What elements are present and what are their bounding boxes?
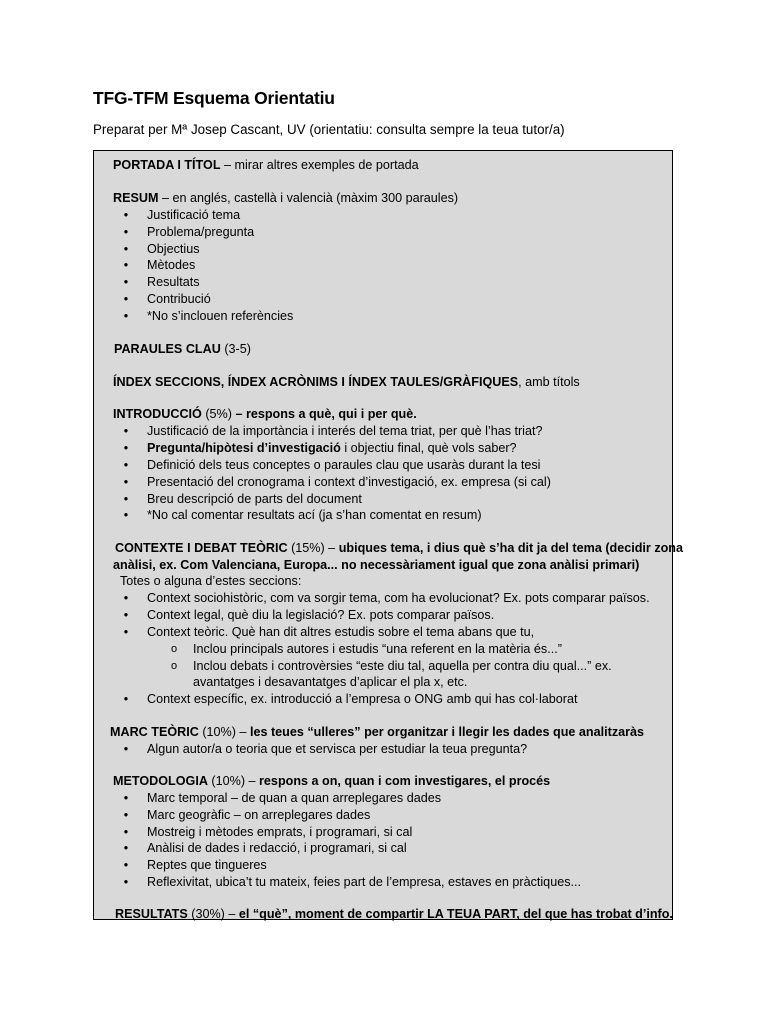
list-item-text: Problema/pregunta	[147, 225, 255, 239]
metodologia-summary: respons a on, quan i com investigares, el procés	[259, 774, 551, 788]
metodologia-label: METODOLOGIA	[113, 774, 208, 788]
paraules-label: PARAULES CLAU	[114, 342, 221, 356]
metodologia-percent: (10%) –	[207, 774, 260, 788]
bullet: •	[123, 825, 129, 839]
list-item-bold: Pregunta/hipòtesi d’investigació	[147, 441, 341, 455]
bullet: •	[123, 258, 129, 272]
resum-text: – en anglés, castellà i valencià (màxim 300 paraules)	[158, 191, 459, 205]
list-item-text: Mostreig i mètodes emprats, i programari, si cal	[147, 825, 413, 839]
portada-label: PORTADA I TÍTOL	[113, 158, 221, 172]
list-item-text: *No cal comentar resultats ací (ja s’han comentat en resum)	[147, 508, 482, 522]
sub-bullet: o	[170, 643, 178, 655]
outline-box	[93, 150, 684, 921]
index-label: ÍNDEX SECCIONS, ÍNDEX ACRÒNIMS I ÍNDEX TAULES/GRÀFIQUES	[113, 375, 519, 389]
bullet: •	[123, 841, 129, 855]
intro-label: INTRODUCCIÓ	[113, 407, 202, 421]
list-item-text: Marc temporal – de quan a quan arreplegares dades	[147, 791, 442, 805]
index-text: , amb títols	[518, 375, 580, 389]
marc-summary: les teues “ulleres” per organitzar i llegir les dades que analitzaràs	[249, 725, 645, 739]
bullet: •	[123, 225, 129, 239]
marc-label: MARC TEÒRIC	[110, 725, 199, 739]
context-summary-cont: anàlisi, ex. Com Valenciana, Europa... no necessàriament igual que zona anàlisi primari)	[113, 558, 640, 572]
portada-heading	[113, 157, 419, 174]
paraules-heading	[114, 341, 251, 358]
list-item-text: Breu descripció de parts del document	[147, 492, 362, 506]
resum-heading	[113, 190, 458, 207]
bullet: •	[123, 492, 129, 506]
bullet: •	[123, 808, 129, 822]
bullet: •	[123, 858, 129, 872]
resultats-summary: el “què”, moment de compartir LA TEUA PART, del que has trobat d’info.	[238, 907, 673, 921]
bullet: •	[123, 275, 129, 289]
resultats-label: RESULTATS	[115, 907, 188, 921]
context-heading-line2	[113, 557, 639, 574]
resultats-percent: (30%) –	[187, 907, 239, 921]
list-item-text: Justificació de la importància i interés del tema triat, per què l’has triat?	[147, 424, 543, 438]
index-heading	[113, 374, 580, 391]
list-item-text: Resultats	[147, 275, 200, 289]
list-item-text: Context teòric. Què han dit altres estudis sobre el tema abans que tu,	[147, 625, 535, 639]
bullet: •	[123, 242, 129, 256]
bullet: •	[123, 441, 129, 455]
paraules-text: (3-5)	[220, 342, 251, 356]
marc-percent: (10%) –	[198, 725, 250, 739]
list-item-text: Anàlisi de dades i redacció, i programari, si cal	[147, 841, 407, 855]
list-item-text: Mètodes	[147, 258, 196, 272]
page-subtitle: Preparat per Mª Josep Cascant, UV (orientatiu: consulta sempre la teua tutor/a)	[93, 122, 565, 137]
bullet: •	[123, 875, 129, 889]
list-item-rest: i objectiu final, què vols saber?	[340, 441, 517, 455]
resultats-heading	[115, 906, 673, 923]
bullet: •	[123, 508, 129, 522]
metodologia-heading	[113, 773, 550, 790]
bullet: •	[123, 791, 129, 805]
list-item-text: Marc geogràfic – on arreplegares dades	[147, 808, 371, 822]
list-item-text: Definició dels teus conceptes o paraules clau que usaràs durant la tesi	[147, 458, 541, 472]
context-intro: Totes o alguna d’estes seccions:	[120, 574, 302, 588]
bullet: •	[123, 608, 129, 622]
list-item-text: Context específic, ex. introducció a l’empresa o ONG amb qui has col·laborat	[147, 692, 578, 706]
context-heading	[115, 540, 683, 557]
sub-bullet: o	[170, 660, 178, 672]
list-item-text: Context sociohistòric, com va sorgir tema, com ha evolucionat? Ex. pots comparar països.	[147, 591, 650, 605]
bullet: •	[123, 424, 129, 438]
list-item-text: Reptes que tingueres	[147, 858, 267, 872]
list-item-text: Reflexivitat, ubica’t tu mateix, feies part de l’empresa, estaves en pràctiques...	[147, 875, 581, 889]
bullet: •	[123, 309, 129, 323]
list-item-text: Objectius	[147, 242, 200, 256]
page-title: TFG-TFM Esquema Orientatiu	[93, 88, 335, 108]
marc-heading	[110, 724, 644, 741]
intro-summary: – respons a què, qui i per què.	[235, 407, 417, 421]
bullet: •	[123, 692, 129, 706]
context-summary: ubiques tema, i dius què s’ha dit ja del tema (decidir zona	[338, 541, 684, 555]
intro-percent: (5%)	[201, 407, 236, 421]
list-item-text: *No s’inclouen referències	[147, 309, 294, 323]
sub-list-item-cont: avantatges i desavantatges d’aplicar el pla x, etc.	[193, 675, 468, 689]
bullet: •	[123, 208, 129, 222]
intro-heading	[113, 406, 417, 423]
bullet: •	[123, 458, 129, 472]
bullet: •	[123, 475, 129, 489]
portada-text: – mirar altres exemples de portada	[220, 158, 419, 172]
bullet: •	[123, 742, 129, 756]
bullet: •	[123, 625, 129, 639]
bullet: •	[123, 292, 129, 306]
list-item-text: Contribució	[147, 292, 211, 306]
sub-list-item-text: Inclou principals autores i estudis “una referent en la matèria és...”	[193, 642, 562, 656]
bullet: •	[123, 591, 129, 605]
list-item-text: Algun autor/a o teoria que et servisca per estudiar la teua pregunta?	[147, 742, 528, 756]
list-item-text	[147, 440, 517, 457]
sub-list-item-text: Inclou debats i controvèrsies “este diu tal, aquella per contra diu qual...” ex.	[193, 659, 612, 673]
list-item-text: Context legal, què diu la legislació? Ex. pots comparar països.	[147, 608, 495, 622]
list-item-text: Justificació tema	[147, 208, 241, 222]
resum-label: RESUM	[113, 191, 159, 205]
context-label: CONTEXTE I DEBAT TEÒRIC	[115, 541, 288, 555]
list-item-text: Presentació del cronograma i context d’investigació, ex. empresa (si cal)	[147, 475, 551, 489]
context-percent: (15%) –	[287, 541, 339, 555]
